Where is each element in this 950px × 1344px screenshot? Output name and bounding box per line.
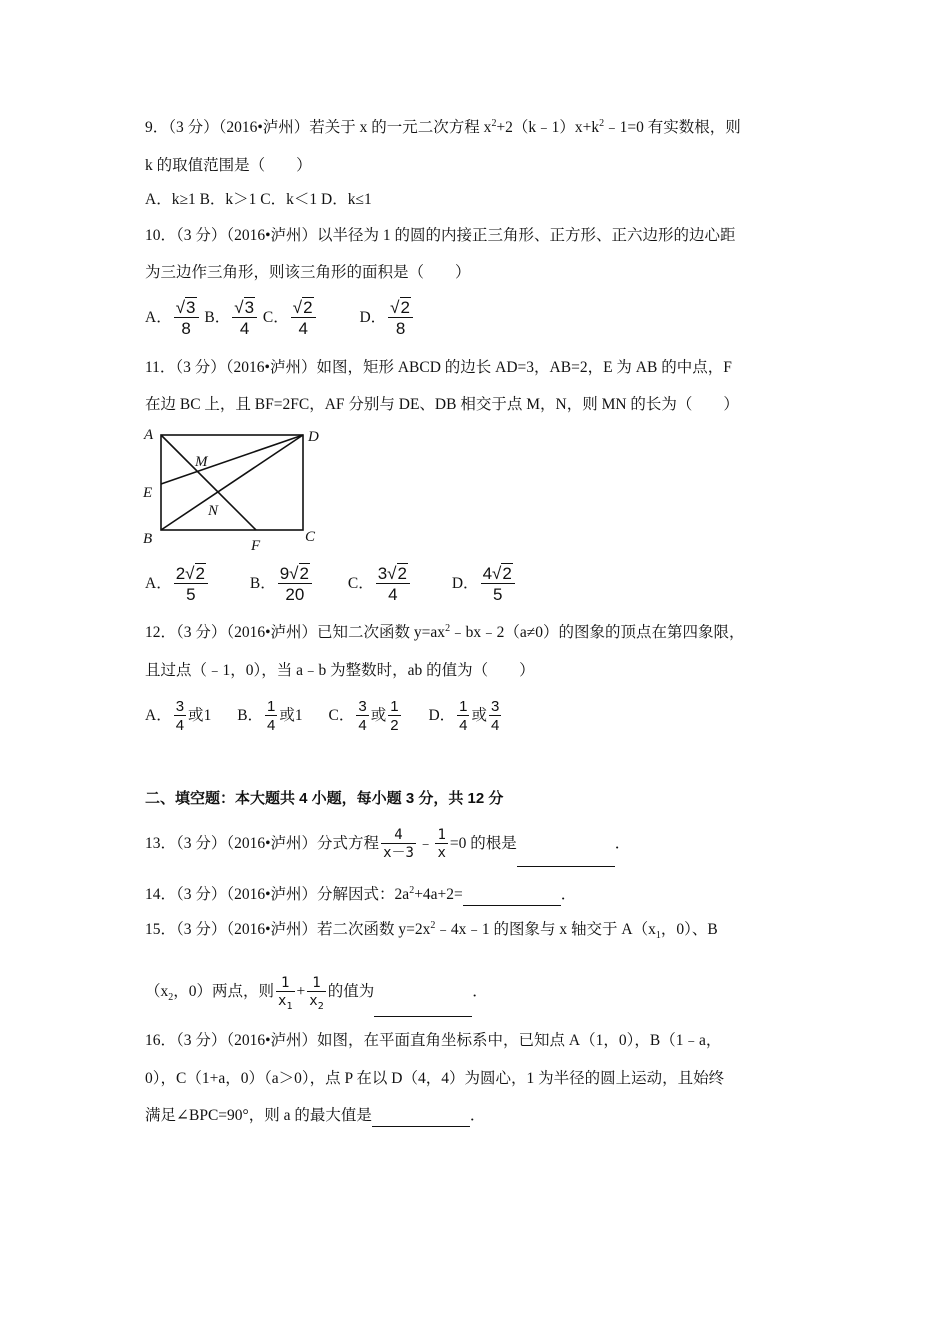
q12-label-b: B．	[237, 707, 264, 724]
q12-or-b: 或	[279, 707, 295, 724]
q10-option-d: $\frac{√2}{8}$	[388, 299, 413, 337]
label-a: A	[144, 427, 154, 443]
q10-line2: 为三边作三角形，则该三角形的面积是（ ）	[145, 264, 471, 281]
q9-text-b: +2（k﹣1）x+k	[496, 119, 600, 136]
q9-text-c: ﹣1=0 有实数根，则	[604, 119, 741, 136]
q12-sup: 2	[445, 622, 451, 634]
label-f: F	[251, 538, 261, 553]
q12-or-a: 或	[188, 707, 204, 724]
q14-mid: +4a+2=	[414, 886, 463, 903]
q12-option-d-frac2: $\frac{3}{4}$	[491, 698, 500, 735]
q9-options: A．k≥1 B．k＞1 C．k＜1 D．k≤1	[145, 191, 372, 208]
q12-one-b: 1	[294, 707, 303, 724]
q12-text-b: ﹣bx﹣2（a≠0）的图象的顶点在第四象限，	[450, 624, 745, 641]
q11-line1: 11．（3 分）（2016•泸州）如图，矩形 ABCD 的边长 AD=3，AB=2，E 为 AB 的中点，F	[145, 359, 732, 376]
q11-option-b: $\frac{9√2}{20}$	[278, 565, 312, 603]
q11-line2: 在边 BC 上，且 BF=2FC，AF 分别与 DE、DB 相交于点 M，N，则 MN 的长为（ ）	[145, 396, 739, 413]
q14-answer-blank[interactable]	[463, 885, 561, 906]
q12-text-a: 12．（3 分）（2016•泸州）已知二次函数 y=ax	[145, 624, 446, 641]
q13-minus: ﹣	[417, 835, 434, 852]
q12-label-a: A．	[145, 707, 172, 724]
q11-option-d: $\frac{4√2}{5}$	[481, 565, 515, 603]
label-n: N	[208, 503, 219, 519]
q15-line2	[145, 968, 488, 1017]
q13-frac-2: $\frac{1}{x}$	[437, 827, 446, 862]
q12-or-c: 或	[370, 707, 387, 724]
q14-prefix: 14．（3 分）（2016•泸州）分解因式：2a	[145, 886, 410, 903]
q10-label-c: C．	[262, 309, 289, 326]
q10-option-b: $\frac{√3}{4}$	[232, 299, 257, 337]
q13-prefix: 13．（3 分）（2016•泸州）分式方程	[145, 835, 380, 852]
q9-text-a: 9．（3 分）（2016•泸州）若关于 x 的一元二次方程 x	[145, 119, 492, 136]
q11-options	[145, 562, 517, 606]
q15-end: ．	[472, 983, 488, 1000]
q15-sub-1: 1	[655, 930, 661, 942]
q16-line1: 16．（3 分）（2016•泸州）如图，在平面直角坐标系中，已知点 A（1，0），B（1﹣a，	[145, 1032, 722, 1049]
q15-sub-2: 2	[168, 992, 174, 1004]
q11-label-b: B．	[249, 575, 276, 592]
q10-line1: 10．（3 分）（2016•泸州）以半径为 1 的圆的内接正三角形、正方形、正六边形的边心距	[145, 227, 736, 244]
q9-line1	[145, 118, 741, 138]
q13-end: ．	[614, 835, 631, 852]
q11-rectangle-figure	[140, 423, 330, 553]
q15-text-d: （x	[145, 983, 169, 1000]
label-m: M	[195, 454, 208, 470]
q15-frac-1: $\frac{1}{x_1}$	[278, 975, 293, 1013]
q15-answer-blank[interactable]	[374, 968, 472, 1017]
section-2-heading: 二、填空题：本大题共 4 小题，每小题 3 分，共 12 分	[145, 790, 504, 807]
q13-answer-blank[interactable]	[517, 822, 615, 867]
q15-text-a: 15．（3 分）（2016•泸州）若二次函数 y=2x	[145, 921, 431, 938]
q15-text-c: ，0）、B	[660, 921, 718, 938]
q10-option-c: $\frac{√2}{4}$	[291, 299, 316, 337]
q12-one-a: 1	[203, 707, 212, 724]
q15-plus: +	[296, 983, 306, 1000]
q11-label-a: A．	[145, 575, 172, 592]
q11-label-c: C．	[347, 575, 374, 592]
q10-label-a: A．	[145, 309, 172, 326]
q11-option-c: $\frac{3√2}{4}$	[376, 565, 410, 603]
q16-line3	[145, 1106, 485, 1127]
q11-option-a: $\frac{2√2}{5}$	[174, 565, 208, 603]
q13-frac-1: $\frac{4}{x-3}$	[383, 827, 414, 862]
segment-de	[161, 435, 303, 484]
q14-line	[145, 885, 576, 906]
q10-label-b: B．	[204, 309, 231, 326]
q10-options	[145, 296, 415, 340]
q12-or-d: 或	[471, 707, 487, 724]
segment-db	[161, 435, 303, 530]
label-c: C	[305, 529, 316, 545]
q12-option-c-frac2: $\frac{1}{2}$	[390, 698, 399, 735]
q12-line1	[145, 623, 744, 643]
q16-end: ．	[469, 1107, 486, 1124]
label-b: B	[143, 531, 153, 547]
label-d: D	[308, 429, 319, 445]
q13-line	[145, 822, 630, 867]
q15-text-b: ﹣4x﹣1 的图象与 x 轴交于 A（x	[435, 921, 656, 938]
q12-option-d-frac1: $\frac{1}{4}$	[459, 698, 468, 735]
q9-line2: k 的取值范围是（ ）	[145, 157, 312, 174]
q15-sup: 2	[430, 919, 436, 931]
q16-line2: 0），C（1+a，0）（a＞0），点 P 在以 D（4，4）为圆心，1 为半径的圆上运动，且始终	[145, 1070, 725, 1087]
q14-sup: 2	[409, 884, 415, 896]
q16-text: 满足∠BPC=90°，则 a 的最大值是	[145, 1107, 372, 1124]
q15-frac-2: $\frac{1}{x_2}$	[309, 975, 324, 1013]
q9-sup-1: 2	[491, 117, 497, 129]
q16-answer-blank[interactable]	[372, 1106, 470, 1127]
q14-end: ．	[560, 886, 577, 903]
q12-options	[145, 694, 503, 738]
q12-option-c-frac1: $\frac{3}{4}$	[358, 698, 367, 735]
q9-sup-2: 2	[599, 117, 605, 129]
label-e: E	[143, 485, 153, 501]
q12-option-a-frac: $\frac{3}{4}$	[175, 698, 185, 735]
q10-option-a: $\frac{√3}{8}$	[174, 299, 199, 337]
q11-label-d: D．	[451, 575, 479, 592]
q15-text-f: 的值为	[327, 983, 375, 1000]
q12-label-c: C．	[328, 707, 355, 724]
q12-option-b-frac: $\frac{1}{4}$	[267, 698, 276, 735]
q15-text-e: ，0）两点，则	[173, 983, 275, 1000]
q10-label-d: D．	[359, 309, 387, 326]
q13-suffix: =0 的根是	[449, 835, 517, 852]
q15-line1	[145, 920, 718, 940]
q12-label-d: D．	[428, 707, 456, 724]
q12-line2: 且过点（﹣1，0），当 a﹣b 为整数时，ab 的值为（ ）	[145, 662, 535, 679]
